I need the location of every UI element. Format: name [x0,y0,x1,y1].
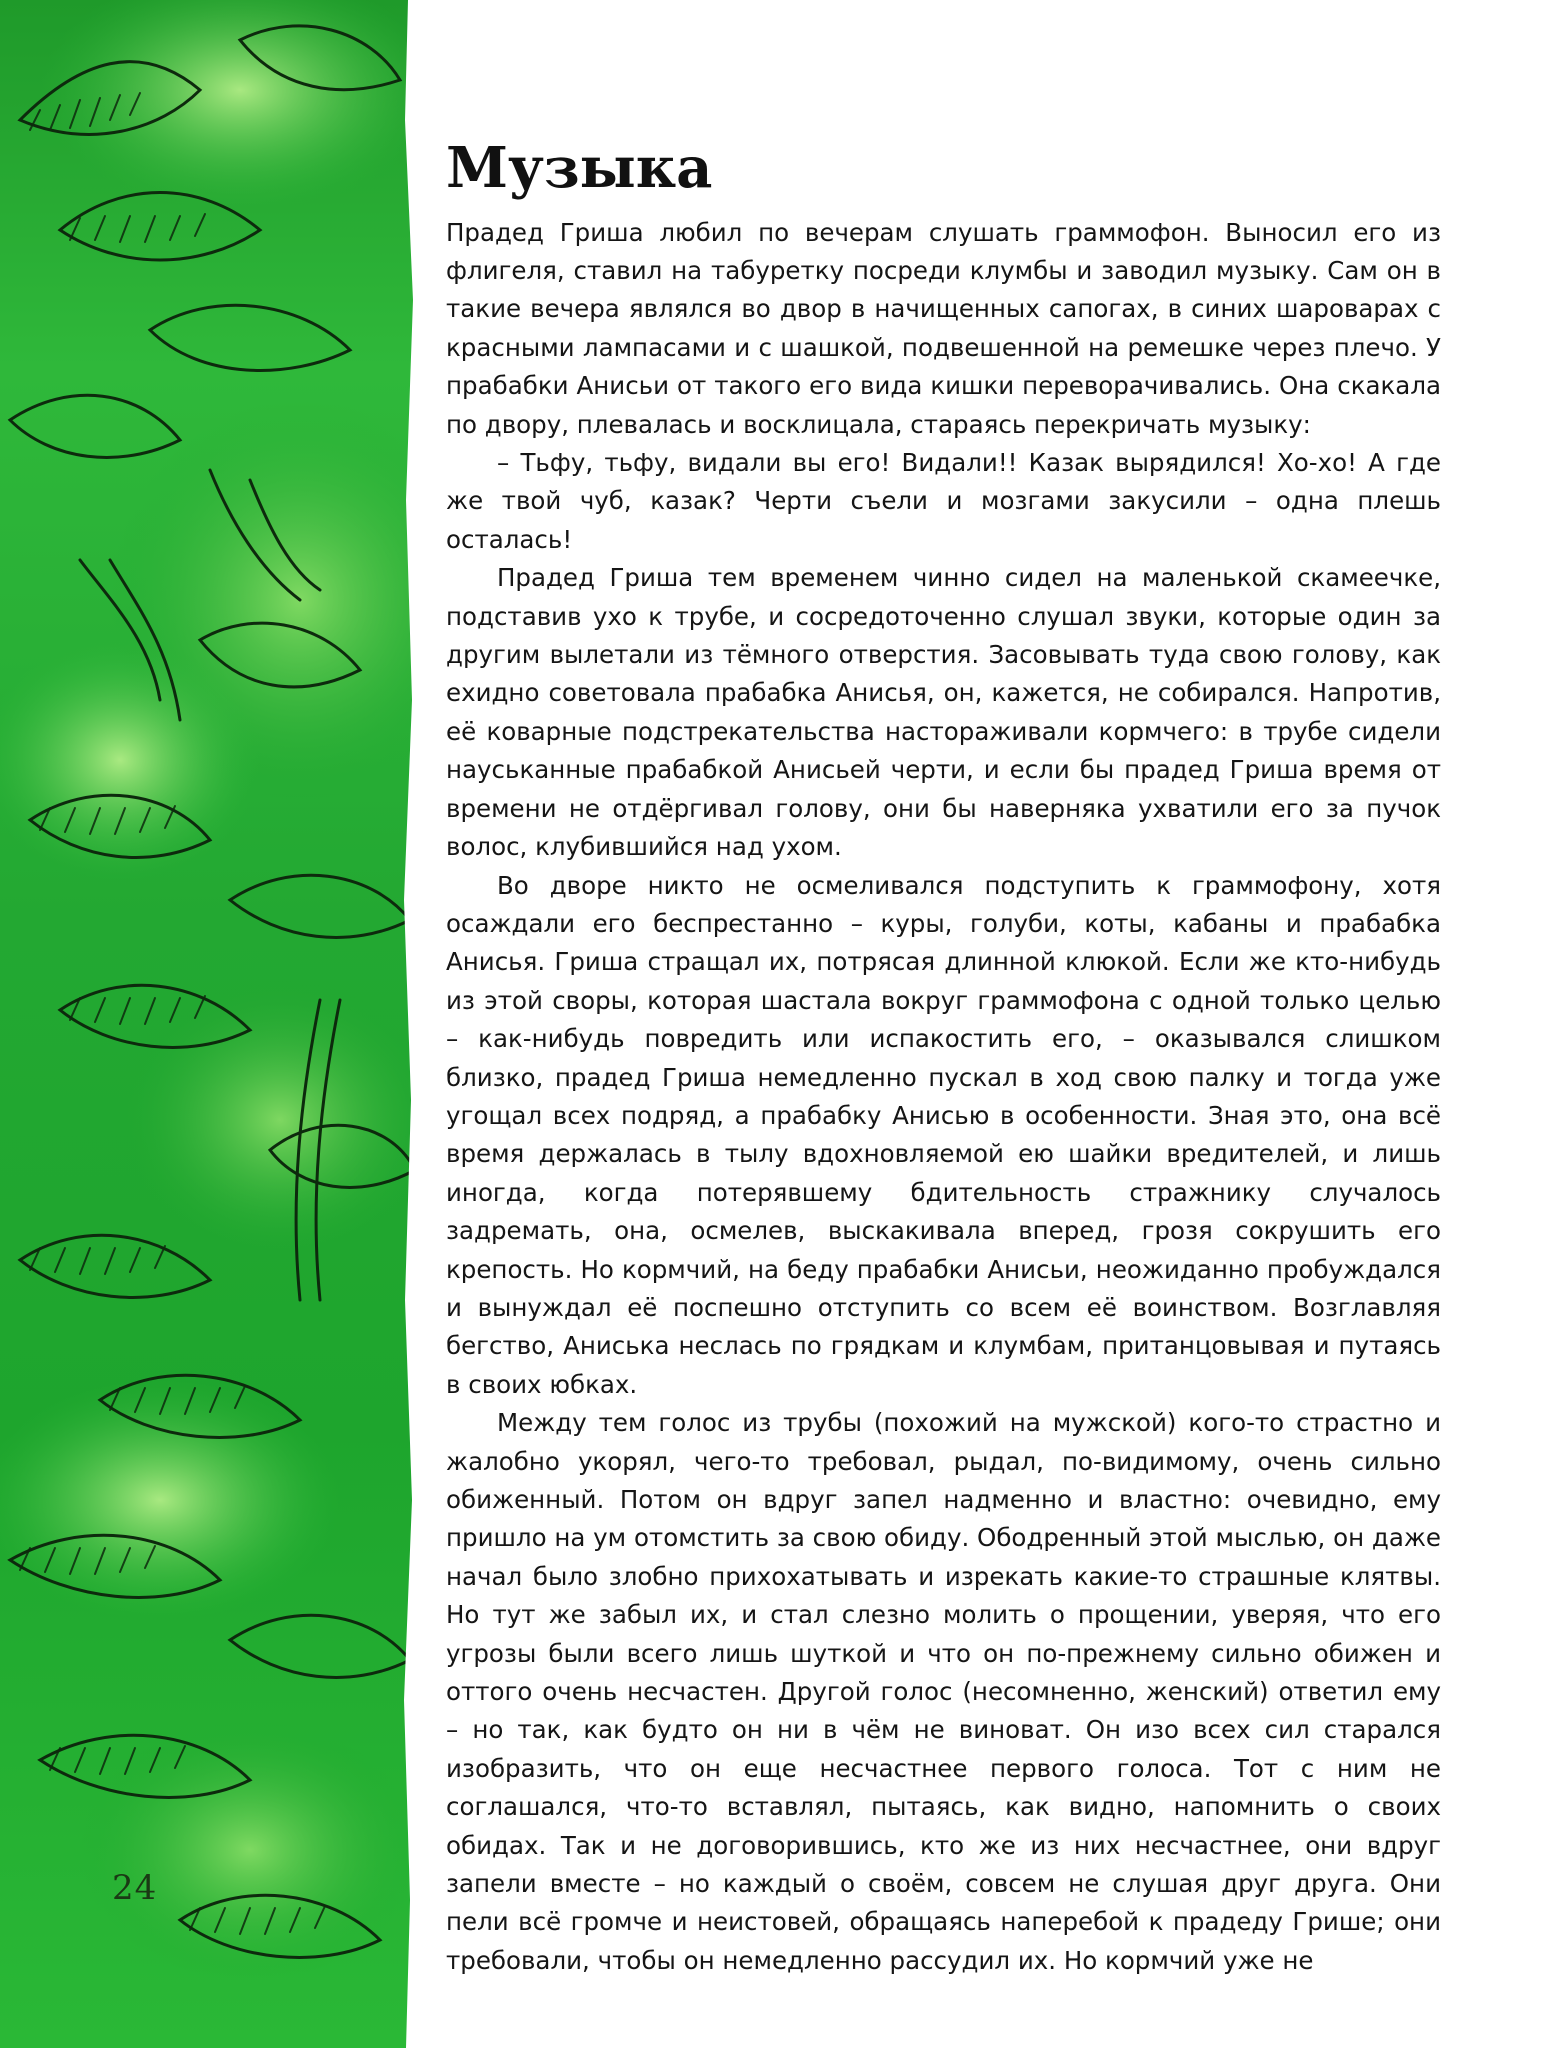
paragraph-2: – Тьфу, тьфу, видали вы его! Видали!! Казак вырядился! Хо-хо! А где же твой чуб, казак? Черти съели и мозгами закусили – одна плешь осталась! [446,448,1441,554]
article-body [446,135,1441,1980]
page-number: 24 [112,1868,158,1908]
paragraph-1: Прадед Гриша любил по вечерам слушать граммофон. Выносил его из флигеля, ставил на табуретку посреди клумбы и заводил музыку. Сам он в такие вечера являлся во двор в начищенных сапогах, в синих шароварах с красными лампасами и с шашкой, подвешенной на ремешке через плечо. У прабабки Анисьи от такого его вида кишки переворачивались. Она скакала по двору, плевалась и восклицала, стараясь перекричать музыку: [446,217,1441,439]
paragraph-5: Между тем голос из трубы (похожий на мужской) кого-то страстно и жалобно укорял, чего-то требовал, рыдал, по-видимому, очень сильно обиженный. Потом он вдруг запел надменно и властно: очевидно, ему пришло на ум отомстить за свою обиду. Ободренный этой мыслью, он даже начал было злобно прихохатывать и изрекать какие-то страшные клятвы. Но тут же забыл их, и стал слезно молить о прощении, уверяя, что его угрозы были всего лишь шуткой и что он по-прежнему сильно обижен и оттого очень несчастен. Другой голос (несомненно, женский) ответил ему – но так, как будто он ни в чём не виноват. Он изо всех сил старался изобразить, что он еще несчастнее первого голоса. Тот с ним не соглашался, что-то вставлял, пытаясь, как видно, напомнить о своих обидах. Так и не договорившись, кто же из них несчастнее, они вдруг запели вместе – но каждый о своём, совсем не слушая друг друга. Они пели всё громче и неистовей, обращаясь наперебой к прадеду Грише; они требовали, чтобы он немедленно рассудил их. Но кормчий уже не [446,1408,1441,1975]
chapter-title: Музыка [446,135,713,201]
paragraph-4: Во дворе никто не осмеливался подступить к граммофону, хотя осаждали его беспрестанно – куры, голуби, коты, кабаны и прабабка Анисья. Гриша стращал их, потрясая длинной клюкой. Если же кто-нибудь из этой своры, которая шастала вокруг граммофона с одной только целью – как-нибудь повредить или испакостить его, – оказывался слишком близко, прадед Гриша немедленно пускал в ход свою палку и тогда уже угощал всех подряд, а прабабку Анисью в особенности. Зная это, она всё время держалась в тылу вдохновляемой ею шайки вредителей, и лишь иногда, когда потерявшему бдительность стражнику случалось задремать, она, осмелев, выскакивала вперед, грозя сокрушить его крепость. Но кормчий, на беду прабабки Анисьи, неожиданно пробуждался и вынуждал её поспешно отступить со всем её воинством. Возглавляя бегство, Аниська неслась по грядкам и клумбам, пританцовывая и путаясь в своих юбках. [446,870,1441,1399]
green-ink-illustration [0,0,418,2048]
plant-sketch-drawing [0,0,418,2048]
paragraph-3: Прадед Гриша тем временем чинно сидел на маленькой скамеечке, подставив ухо к трубе, и сосредоточенно слушал звуки, которые один за другим вылетали из тёмного отверстия. Засовывать туда свою голову, как ехидно советовала прабабка Анисья, он, кажется, не собирался. Напротив, её коварные подстрекательства настораживали кормчего: в трубе сидели науськанные прабабкой Анисьей черти, и если бы прадед Гриша время от времени не отдёргивал голову, они бы наверняка ухватили его за пучок волос, клубившийся над ухом. [446,563,1441,862]
